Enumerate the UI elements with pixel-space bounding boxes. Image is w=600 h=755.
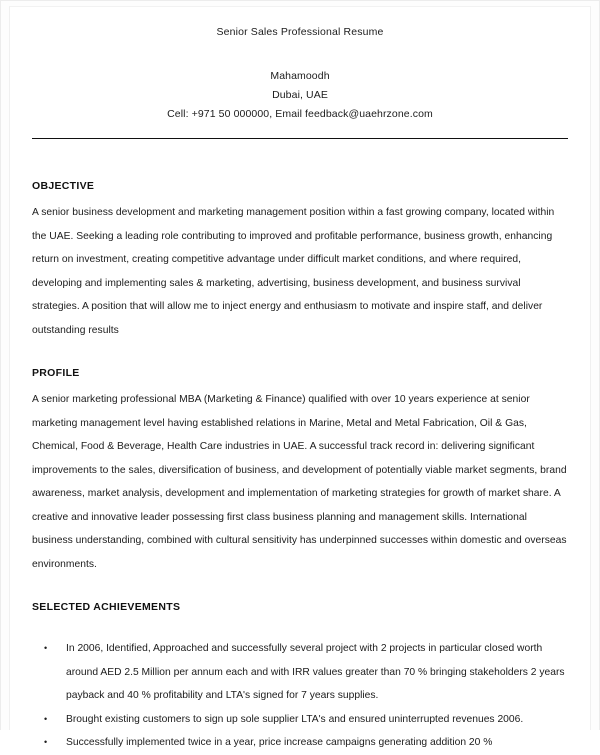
profile-text: A senior marketing professional MBA (Marketing & Finance) qualified with over 10 years experience at senior marketing management level having established relations in Marine, Metal and Metal Fabrication, Oil & Gas, Chemical, Food & Beverage, Health Care industries in UAE. A successful track record in: delivering significant improvements to the sales, diversification of business, and development of potentially viable market segments, brand awareness, market analysis, development and implementation of marketing strategies for growth of market share. A creative and innovative leader possessing first class business planning and management skills. International business understanding, combined with cultural sensitivity has underpinned successes within domestic and overseas environments. xyxy=(32,394,567,570)
spacer-after-profile xyxy=(32,576,568,600)
header-divider xyxy=(32,138,568,139)
spacer-after-objective xyxy=(32,342,568,366)
objective-text: A senior business development and marketing management position within a fast growing company, located within the UAE. Seeking a leading role contributing to improved and profitable performance, business growth, enhancing return on investment, creating competitive advantage under difficult market conditions, and where required, developing and implementing sales & marketing, advertising, business development, and business survival strategies. A position that will allow me to inject energy and enthusiasm to motivate and inspire staff, and deliver outstanding results xyxy=(32,207,555,336)
section-achievements xyxy=(32,600,568,755)
objective-heading: OBJECTIVE xyxy=(32,180,95,192)
list-item-text: Brought existing customers to sign up sole supplier LTA's and ensured uninterrupted revenues 2006. xyxy=(66,713,524,725)
list-item-text: In 2006, Identified, Approached and successfully several project with 2 projects in particular closed worth around AED 2.5 Million per annum each and with IRR values greater than 70 % bringing stakeholders 2 years payback and 40 % profitability and LTA's signed for 7 years supplies. xyxy=(66,643,565,701)
document-title: Senior Sales Professional Resume xyxy=(216,26,384,38)
candidate-location: Dubai, UAE xyxy=(272,89,328,101)
page-canvas xyxy=(9,6,591,748)
section-objective xyxy=(32,179,568,342)
resume-body xyxy=(10,179,590,755)
spacer-before-list xyxy=(32,622,568,637)
resume-header xyxy=(10,67,590,124)
candidate-contact: Cell: +971 50 000000, Email feedback@uaehrzone.com xyxy=(167,108,433,120)
bullet-icon: • xyxy=(44,713,48,724)
bullet-icon: • xyxy=(44,643,48,653)
list-item xyxy=(32,708,568,732)
list-item xyxy=(32,637,568,708)
achievements-list xyxy=(32,637,568,755)
list-item xyxy=(32,731,568,755)
candidate-name: Mahamoodh xyxy=(270,70,330,82)
achievements-heading: SELECTED ACHIEVEMENTS xyxy=(32,601,181,613)
list-item-text: Successfully implemented twice in a year, price increase campaigns generating addition 20 % xyxy=(66,737,493,748)
section-profile xyxy=(32,366,568,576)
bullet-icon: • xyxy=(44,737,48,747)
profile-heading: PROFILE xyxy=(32,367,80,379)
header-divider-wrap xyxy=(10,138,590,139)
